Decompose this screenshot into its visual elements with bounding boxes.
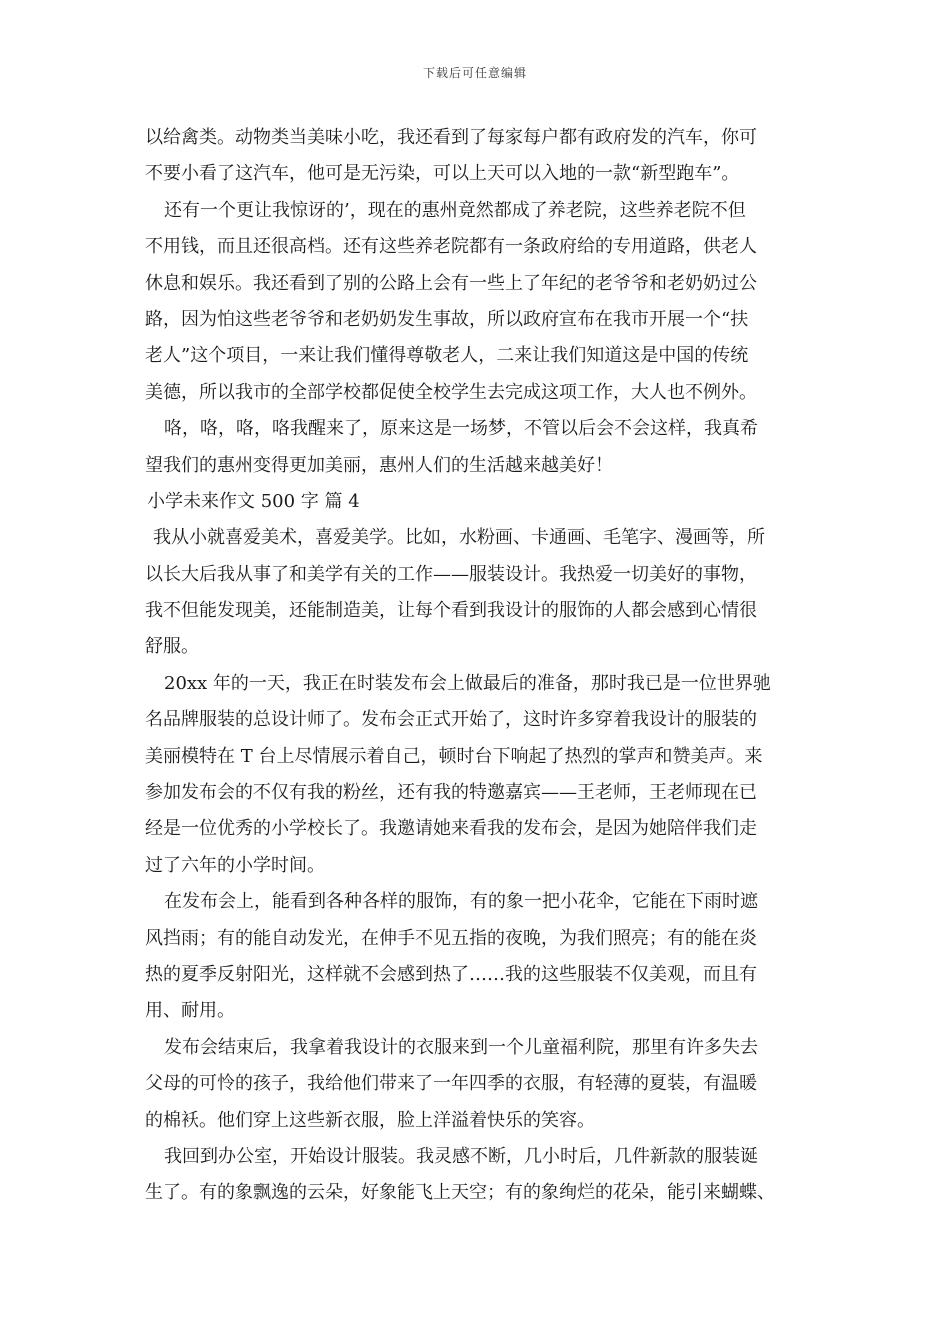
body-text-line: 参加发布会的不仅有我的粉丝，还有我的特邀嘉宾——王老师，王老师现在已 [145, 782, 757, 804]
body-text-line: 还有一个更让我惊讶的’，现在的惠州竟然都成了养老院，这些养老院不但 [164, 199, 746, 221]
body-text-line: 经是一位优秀的小学校长了。我邀请她来看我的发布会，是因为她陪伴我们走 [145, 818, 757, 840]
body-text-line: 咯，咯，咯，咯我醒来了，原来这是一场梦，不管以后会不会这样，我真希 [164, 418, 758, 440]
body-text-line: 父母的可怜的孩子，我给他们带来了一年四季的衣服，有轻薄的夏装，有温暖 [145, 1073, 757, 1095]
document-body [145, 120, 825, 1212]
body-text-line: 的棉袄。他们穿上这些新衣服，脸上洋溢着快乐的笑容。 [145, 1109, 595, 1131]
body-text-line: 以长大后我从事了和美学有关的工作——服装设计。我热爱一切美好的事物， [145, 563, 757, 585]
body-text-line: 不要小看了这汽车，他可是无污染，可以上天可以入地的一款“新型跑车”。 [145, 163, 740, 185]
body-text-line: 小学未来作文 500 字 篇 4 [147, 490, 360, 512]
body-text-line: 不用钱，而且还很高档。还有这些养老院都有一条政府给的专用道路，供老人 [145, 236, 757, 258]
body-text-line: 名品牌服装的总设计师了。发布会正式开始了，这时许多穿着我设计的服装的 [145, 709, 757, 731]
body-text-line: 老人”这个项目，一来让我们懂得尊敬老人，二来让我们知道这是中国的传统 [145, 345, 749, 367]
body-text-line: 望我们的惠州变得更加美丽，惠州人们的生活越来越美好！ [145, 454, 613, 476]
body-text-line: 舒服。 [145, 636, 199, 658]
body-text-line: 我从小就喜爱美术，喜爱美学。比如，水粉画、卡通画、毛笔字、漫画等，所 [153, 527, 765, 549]
body-text-line: 我回到办公室，开始设计服装。我灵感不断，几小时后，几件新款的服装诞 [164, 1145, 758, 1167]
body-text-line: 路，因为怕这些老爷爷和老奶奶发生事故，所以政府宣布在我市开展一个“扶 [145, 308, 749, 330]
body-text-line: 热的夏季反射阳光，这样就不会感到热了……我的这些服装不仅美观，而且有 [145, 963, 757, 985]
body-text-line: 20xx 年的一天，我正在时装发布会上做最后的准备，那时我已是一位世界驰 [164, 672, 771, 694]
body-text-line: 风挡雨；有的能自动发光，在伸手不见五指的夜晚，为我们照亮；有的能在炎 [145, 927, 757, 949]
body-text-line: 以给禽类。动物类当美味小吃，我还看到了每家每户都有政府发的汽车，你可 [145, 127, 757, 148]
body-text-line: 美丽模特在 T 台上尽情展示着自己，顿时台下响起了热烈的掌声和赞美声。来 [145, 745, 763, 767]
body-text-line: 过了六年的小学时间。 [145, 854, 325, 876]
body-text-line: 我不但能发现美，还能制造美，让每个看到我设计的服饰的人都会感到心情很 [145, 600, 757, 622]
body-text-line: 用、耐用。 [145, 1000, 235, 1022]
body-text-line: 生了。有的象飘逸的云朵，好象能飞上天空；有的象绚烂的花朵，能引来蝴蝶、 [145, 1182, 775, 1204]
body-text-line: 在发布会上，能看到各种各样的服饰，有的象一把小花伞，它能在下雨时遮 [164, 891, 758, 913]
body-text-line: 发布会结束后，我拿着我设计的衣服来到一个儿童福利院，那里有许多失去 [164, 1036, 758, 1058]
page-header-note: 下载后可任意编辑 [422, 66, 527, 80]
body-text-line: 休息和娱乐。我还看到了别的公路上会有一些上了年纪的老爷爷和老奶奶过公 [145, 272, 757, 294]
body-text-line: 美德，所以我市的全部学校都促使全校学生去完成这项工作，大人也不例外。 [145, 381, 757, 403]
